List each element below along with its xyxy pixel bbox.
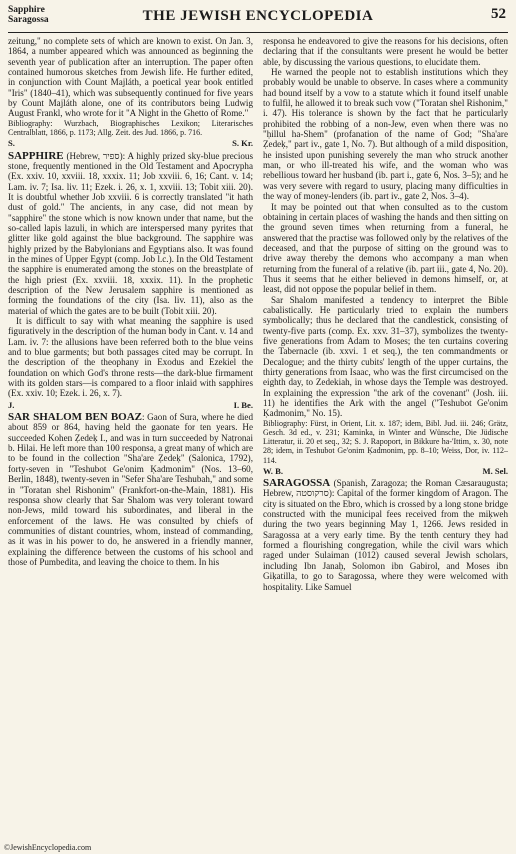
publication-title: THE JEWISH ENCYCLOPEDIA — [142, 8, 374, 24]
signature-initials: J. — [8, 399, 15, 410]
bibliography: Bibliography: Fürst, in Orient, Lit. x. 187; idem, Bibl. Jud. iii. 246; Grätz, Gesch. 3d ed., v. 231; Kaminka, in Winter and Wünsche, Die Jüdische Litteratur, ii. 20 et seq., 32; S. J. Rapoport, in Bikkure ha-'Ittim, x. 30, note 28; idem, in Teshubot Ge'onim Ḳadmonim, pp. 8–10; Weiss, Dor, iv. 112–114. — [263, 418, 508, 465]
author-signature — [8, 400, 253, 410]
entry-text: (Hebrew, ספיר): A highly prized sky-blue precious stone, frequently mentioned in the Old Testament and Apocrypha (Ex. xxiv. 10, xxviii. 18, xxxix. 11; Job xxviii. 6, 16; Cant. v. 14; Lam. iv. 7; Isa. liv. 11; Ezek. i. 26, x. 1, xxviii. 13; Tobit xiii. 20). It is doubtful whether Job xxviii. 6 is correctly translated "it hath dust of gold." The ancients, in any case, did not mean by "sapphire" the stone which is now known under that name, but the so-called lapis lazuli, in which are interspersed many pyrites that glitter like gold against the blue background. The sapphire was highly prized by the Babylonians and Egyptians also. It was found in the mines of Upper Egypt (comp. Job l.c.). In the Old Testament the sapphire is enumerated among the stones on the breastplate of the high priest (Ex. xxviii. 18, xxxix. 11). In the prophetic description of the New Jerusalem sapphire is mentioned as forming the foundations of the city (Isa. liv. 11), also as the material of which the gates are to be built (Tobit xiii. 20). — [8, 150, 253, 316]
entry-headword: SARAGOSSA — [263, 477, 331, 490]
entry-sar-shalom — [8, 412, 253, 567]
paragraph: Sar Shalom manifested a tendency to interpret the Bible cabalistically. He particularly tried to explain the numbers symbolically; thus he declared that the candlestick, consisting of twenty-five parts (comp. Ex. xxv. 31–37), symbolizes the twenty-five generations from Adam to Moses; the ten curtains covering the Tabernacle (ib. xxvi. 1 et seq.), the ten commandments or Decalogue; and the thirty cubits' length of the upper curtains, the thirty generations from Isaac, who was the first circumcised on the eighth day, to Zedekiah, in whose days the Temple was destroyed. In explaining the expression "the ark of the covenant" (Josh. iii. 11) he identifies the Ark with the angel ("Teshubot Ge'onim Ḳadmonim," No. 15). — [263, 294, 508, 419]
page-header — [8, 4, 508, 33]
page-number: 52 — [491, 6, 506, 22]
entry-sapphire — [8, 151, 253, 317]
entry-saragossa — [263, 478, 508, 592]
paragraph: He warned the people not to establish institutions which they probably would be unable to observe. In cases where a community had bound itself by a vow to a statute which it found itself unable to fulfil, he allowed it to break such vow ("Toratan shel Rishonim," i. 47). His tolerance is shown by the fact that he particularly prohibited the robbing of a non-Jew, even when there was no "ḥillul ha-Shem" (profanation of the name of God; "Sha'are Ẓedeḳ," part iv., gate 1, No. 7). But although of a mild disposition, he insisted upon punishing severely the man who struck another man, or who ill-treated his wife, and the woman who was rebellious toward her husband (ib. part i., gate 6, Nos. 3–5); and he was very severe with regard to usury, placing many difficulties in the way of money-lenders (ib. part iv., gate 2, Nos. 3–4). — [263, 67, 508, 202]
right-column — [263, 36, 508, 840]
paragraph: zeitung," no complete sets of which are known to exist. On Jan. 3, 1864, a number appeared which was announced as beginning the seventh year of publication after an interruption. The paper often contained humorous sketches from Jewish life. He further edited, in conjunction with Count Majláth, a poetical year book entitled "Iris" (1840–41), which was subsequently continued for five years by Count Majláth alone, one of its contributors being Ludwig August Frankl, who wrote for it "A Night in the Ghetto of Rome." — [8, 36, 253, 119]
signature-initials: S. — [8, 138, 15, 149]
signature-author: S. Kr. — [232, 138, 253, 149]
entry-headword: SAPPHIRE — [8, 149, 64, 162]
entry-text: : Gaon of Sura, where he died about 859 or 864, having held the gaonate for ten years. He succeeded Kohen Ẓedeḳ I., and was in turn succeeded by Naṭronai b. Hilai. He left more than 100 responsa, a great many of which are to be found in the collection "Sha'are Ẓedeḳ" (Salonica, 1792), forty-seven in "Teshubot Ge'onim Ḳadmonim" (Nos. 13–60, Berlin, 1848), twenty-seven in "Sefer Sha'are Teshubah," and some in "Toratan shel Rishonim" (Frankfort-on-the-Main, 1881). His responsa show clearly that Sar Shalom was very tolerant toward non-Jews, mild toward his subordinates, and liberal in the enforcement of the laws. He was consulted by chiefs of communities of distant countries, whom, instead of commanding, as it was in his power to do, he answered in a friendly manner, explaining the difference between the customs of his school and those of Pumbedita, and leaving the choice to them. In his — [8, 412, 253, 567]
signature-author: I. Be. — [233, 399, 253, 410]
running-head-top: Sapphire — [8, 5, 45, 15]
running-head-bottom: Saragossa — [8, 15, 49, 25]
author-signature — [263, 466, 508, 476]
entry-headword: SAR SHALOM BEN BOAZ — [8, 411, 143, 424]
copyright-footer: ©JewishEncyclopedia.com — [4, 843, 92, 852]
entry-text: (Spanish, Zaragoza; the Roman Cæsaraugusta; Hebrew, סרקוסטה): Capital of the former kingdom of Aragon. The city is situated on the Ebro, which is crossed by a long stone bridge constructed with the municipal fees received from the miḳweh during the two years beginning May 1, 1266. Jews resided in Saragossa at a very early time. By the tenth century they had formed a flourishing congregation, while the civil wars which raged under Sulaiman (1012) caused several Jewish scholars, including Ibn Janaḥ, Solomon ibn Gabirol, and Moses ibn Giḳatilla, to go to Saragossa, where they were welcomed with hospitality. Like Samuel — [263, 478, 508, 592]
left-column — [8, 36, 253, 840]
signature-author: M. Sel. — [482, 465, 508, 476]
author-signature — [8, 138, 253, 148]
paragraph: responsa he endeavored to give the reasons for his decisions, often declaring that if the consultants were present he would be better able, by discussing the various questions, to elucidate them. — [263, 36, 508, 67]
bibliography: Bibliography: Wurzbach, Biographisches Lexikon; Literarisches Centralblatt, 1866, p. 1173; Allg. Zeit. des Jud. 1866, p. 716. — [8, 118, 253, 137]
article-columns — [8, 36, 508, 840]
paragraph: It is difficult to say with what meaning the sapphire is used figuratively in the description of the human body in Cant. v. 14 and Lam. iv. 7: the allusions have been referred both to the blue veins and to blue garments; but both passages cited may be corrupt. In the description of the theophany in Exodus and Ezekiel the foundation on which God's throne rests—the dark-blue firmament with its golden stars—is compared to a floor inlaid with sapphires (Ex. xxiv. 10; Ezek. i. 26, x. 7). — [8, 316, 253, 399]
signature-initials: W. B. — [263, 465, 283, 476]
paragraph: It may be pointed out that when consulted as to the custom obtaining in certain places of washing the hands and then sitting on the ground seven times when returning from a funeral, he answered that the practise was followed only by the relatives of the deceased, and that the purpose of sitting on the ground was to drive away thereby the demons who accompany a man when returning from the funeral of a relative (ib. part iii., gate 4, No. 20). Thus it seems that he either believed in demons himself, or, at least, did not oppose the popular belief in them. — [263, 201, 508, 295]
